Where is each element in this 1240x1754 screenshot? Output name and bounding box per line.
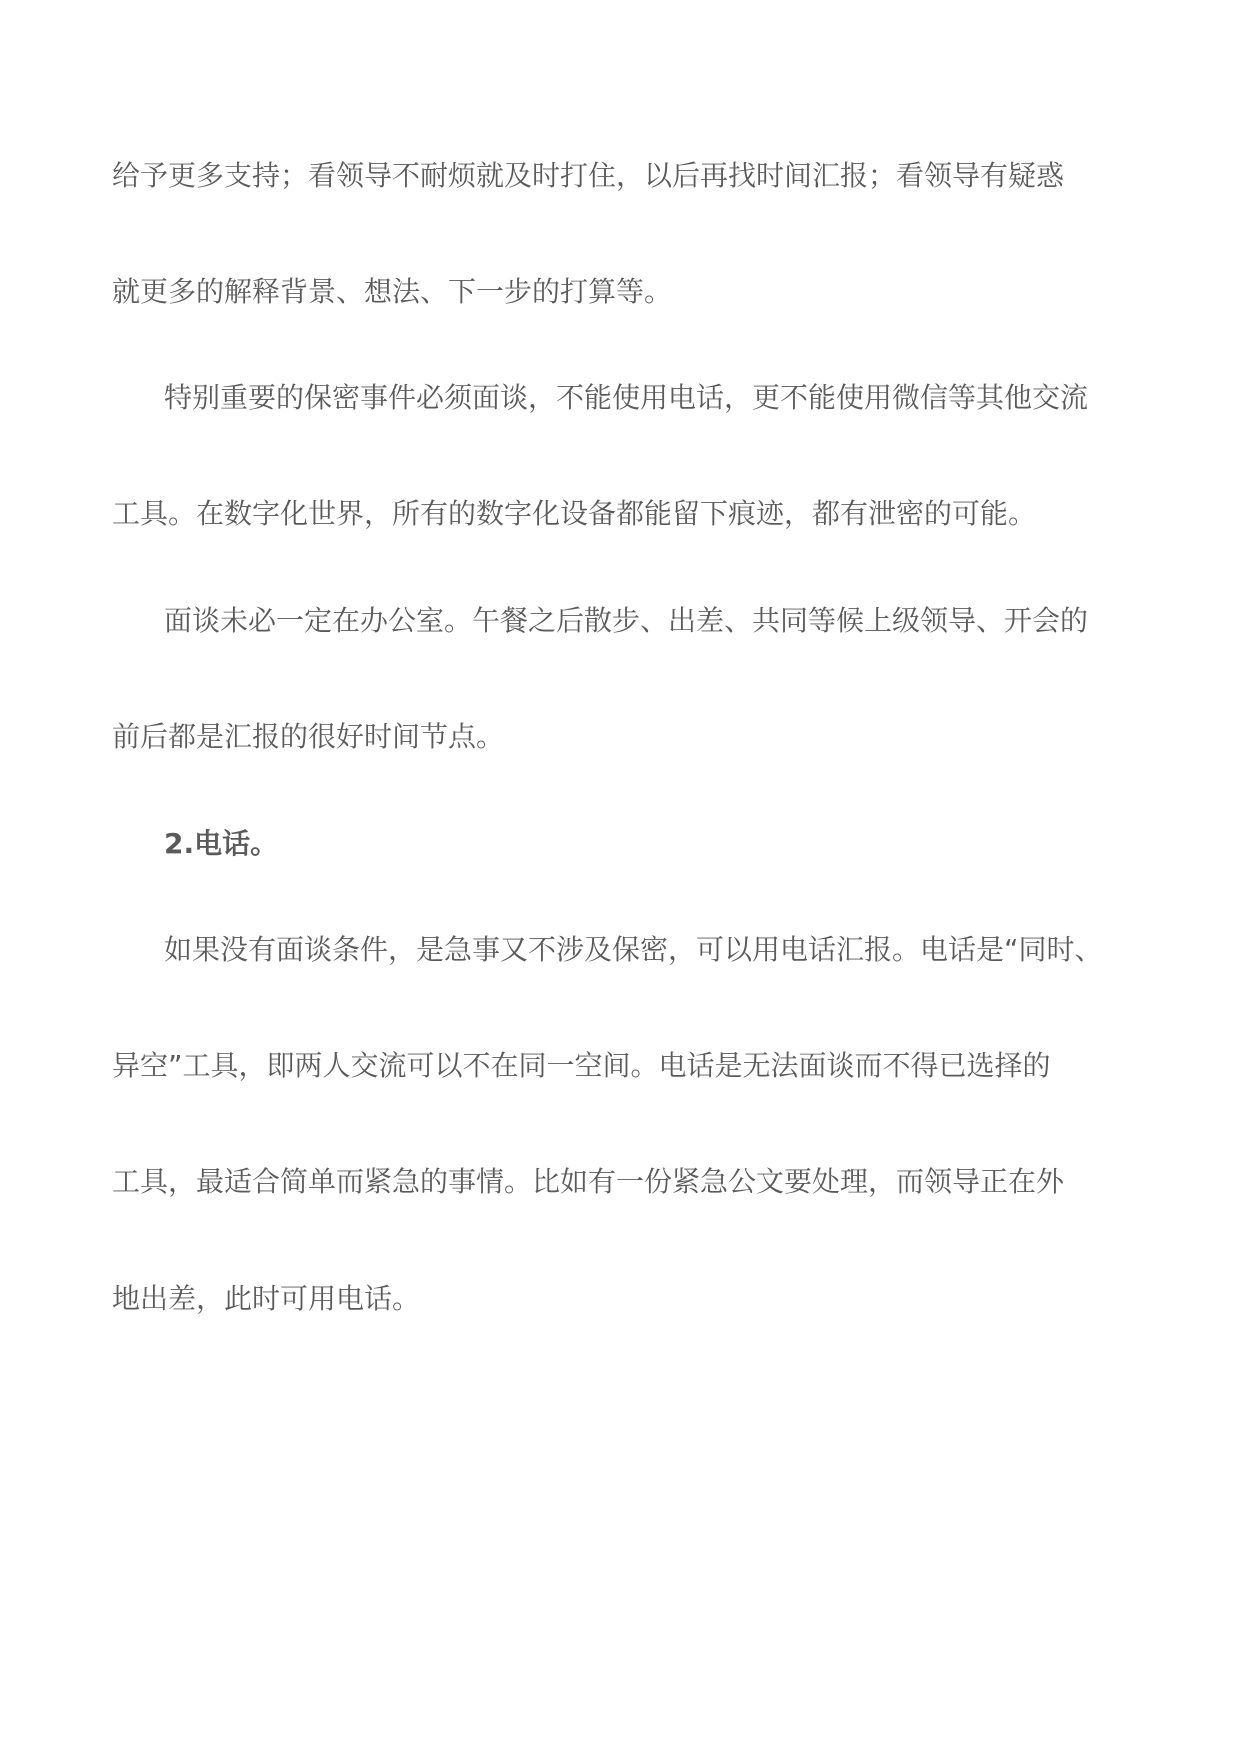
paragraph-4-line-4: 地出差，此时可用电话。 bbox=[112, 1282, 421, 1315]
paragraph-2-line-2: 工具。在数字化世界，所有的数字化设备都能留下痕迹，都有泄密的可能。 bbox=[112, 497, 1037, 530]
paragraph-4-line-1: 如果没有面谈条件，是急事又不涉及保密，可以用电话汇报。电话是“同时、 bbox=[164, 933, 1103, 966]
paragraph-3-line-1: 面谈未必一定在办公室。午餐之后散步、出差、共同等候上级领导、开会的 bbox=[164, 604, 1089, 637]
section-heading: 2.电话。 bbox=[164, 827, 279, 860]
paragraph-3-line-2: 前后都是汇报的很好时间节点。 bbox=[112, 720, 505, 753]
paragraph-2-line-1: 特别重要的保密事件必须面谈，不能使用电话，更不能使用微信等其他交流 bbox=[164, 381, 1089, 414]
paragraph-1-line-2: 就更多的解释背景、想法、下一步的打算等。 bbox=[112, 275, 673, 308]
paragraph-4-line-2: 异空”工具，即两人交流可以不在同一空间。电话是无法面谈而不得已选择的 bbox=[112, 1049, 1051, 1082]
paragraph-1-line-1: 给予更多支持；看领导不耐烦就及时打住，以后再找时间汇报；看领导有疑惑 bbox=[112, 159, 1065, 192]
paragraph-4-line-3: 工具，最适合简单而紧急的事情。比如有一份紧急公文要处理，而领导正在外 bbox=[112, 1165, 1065, 1198]
